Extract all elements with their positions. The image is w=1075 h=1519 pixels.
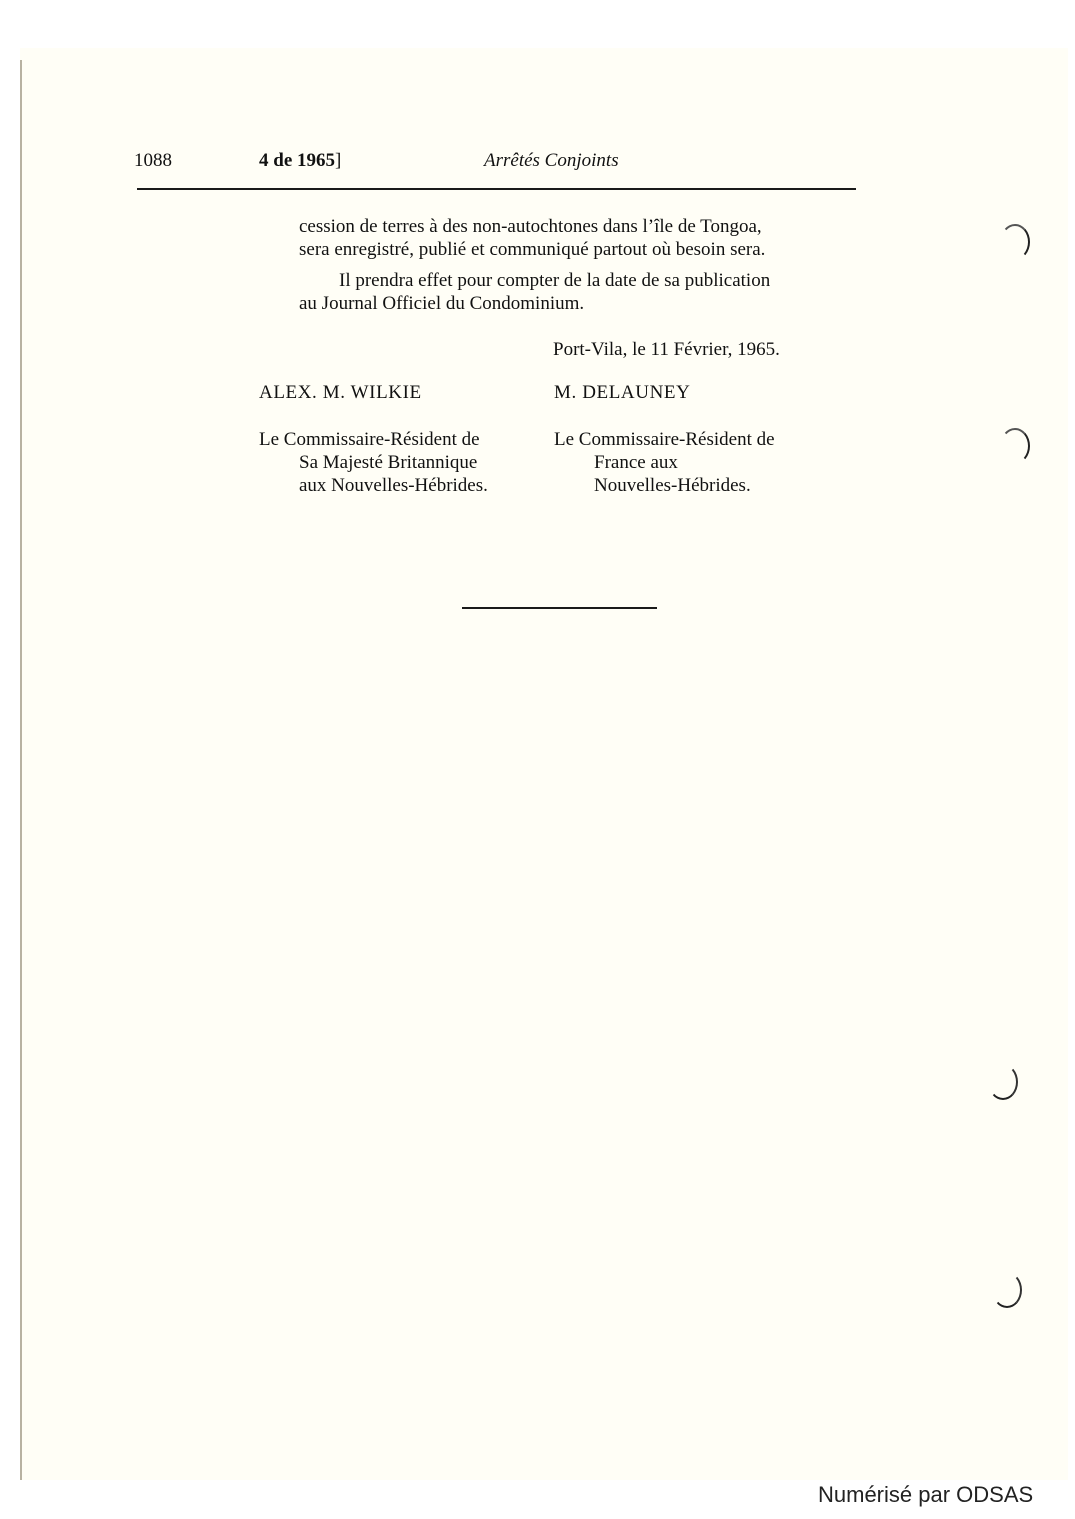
french-signatory-title (554, 428, 775, 497)
act-reference (259, 150, 341, 172)
paragraph-1 (299, 215, 857, 261)
place-date: Port-Vila, le 11 Février, 1965. (553, 339, 780, 360)
paragraph-2 (299, 269, 857, 315)
french-signatory-name: M. DELAUNEY (554, 382, 691, 403)
british-signatory-name: ALEX. M. WILKIE (259, 382, 422, 403)
header-rule (137, 188, 856, 190)
binder-hole-icon (988, 1064, 1018, 1100)
section-title: Arrêtés Conjoints (484, 150, 619, 171)
end-rule (462, 607, 657, 609)
binder-hole-icon (1000, 428, 1030, 464)
french-title-line-3: Nouvelles-Hébrides. (594, 475, 751, 496)
running-header (0, 150, 1075, 178)
act-reference-bracket: ] (335, 150, 342, 171)
paragraph-1-line-2: sera enregistré, publié et communiqué partout où besoin sera. (299, 239, 766, 260)
body-text (299, 215, 857, 315)
british-title-line-1: Le Commissaire-Résident de (259, 429, 480, 450)
french-title-line-1: Le Commissaire-Résident de (554, 429, 775, 450)
british-title-line-3: aux Nouvelles-Hébrides. (299, 475, 488, 496)
page-number: 1088 (134, 150, 172, 171)
binder-hole-icon (1000, 224, 1030, 260)
binder-hole-icon (992, 1272, 1022, 1308)
paragraph-2-line-1: Il prendra effet pour compter de la date de sa publication (339, 270, 771, 291)
paragraph-1-line-1: cession de terres à des non-autochtones dans l’île de Tongoa, (299, 216, 762, 237)
act-reference-text: 4 de 1965 (259, 150, 335, 171)
paragraph-2-line-2: au Journal Officiel du Condominium. (299, 293, 585, 314)
french-title-line-2: France aux (594, 452, 678, 473)
british-title-line-2: Sa Majesté Britannique (299, 452, 478, 473)
british-signatory-title (259, 428, 488, 497)
page-edge (20, 60, 22, 1480)
digitization-watermark: Numérisé par ODSAS (818, 1482, 1034, 1507)
